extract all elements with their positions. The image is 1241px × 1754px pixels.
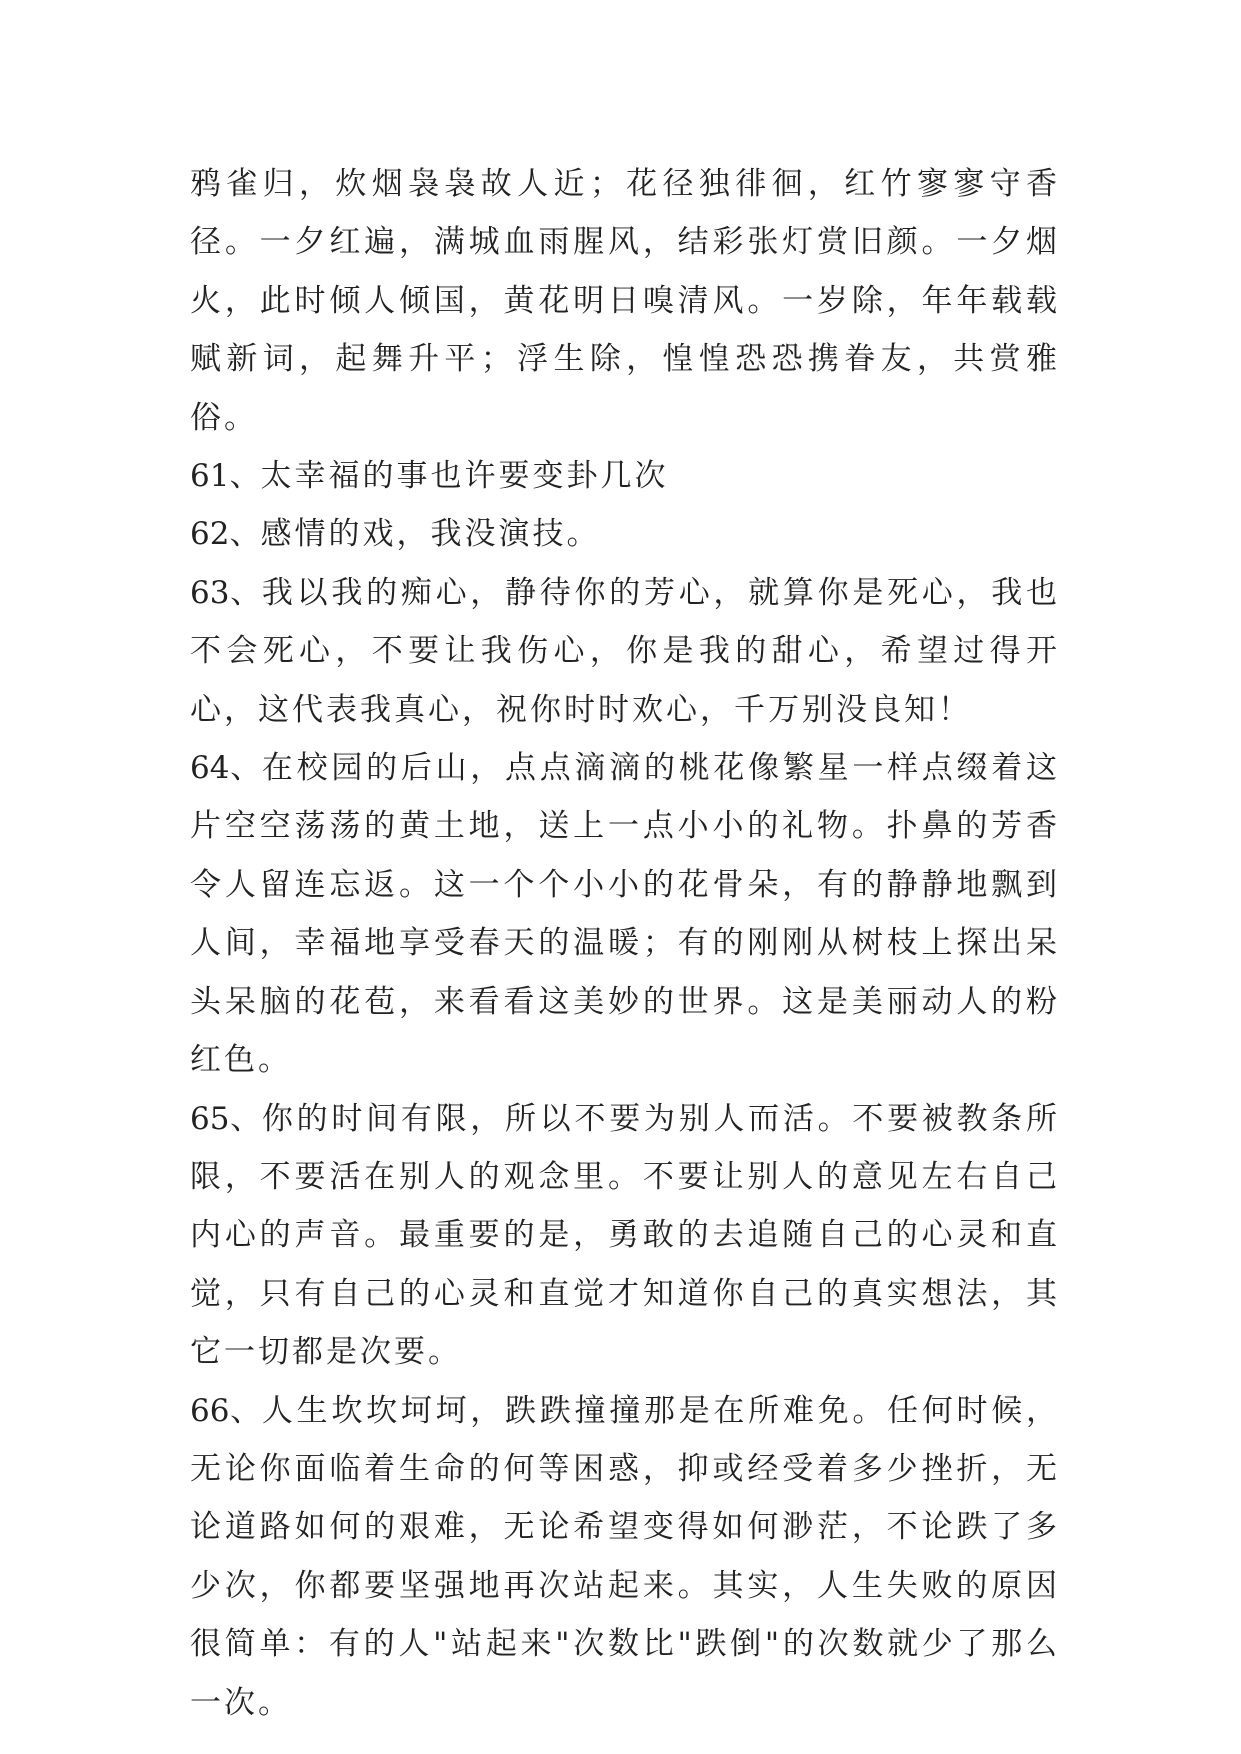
item-text: 我以我的痴心，静待你的芳心，就算你是死心，我也不会死心，不要让我伤心，你是我的甜心，希望过得开心，这代表我真心，祝你时时欢心，千万别没良知！ (190, 574, 1061, 728)
paragraph-text: 鸦雀归，炊烟袅袅故人近；花径独徘徊，红竹寥寥守香径。一夕红遍，满城血雨腥风，结彩张灯赏旧颜。一夕烟火，此时倾人倾国，黄花明日嗅清风。一岁除，年年载载赋新词，起舞升平；浮生除，惶惶恐恐携眷友，共赏雅俗。 (190, 166, 1060, 436)
item-text: 感情的戏，我没演技。 (260, 516, 601, 553)
item-text: 你的时间有限，所以不要为别人而活。不要被教条所限，不要活在别人的观念里。不要让别人的意见左右自己内心的声音。最重要的是，勇敢的去追随自己的心灵和直觉，只有自己的心灵和直觉才知道你自己的真实想法，其它一切都是次要。 (190, 1100, 1061, 1371)
item-number: 66、 (190, 1392, 262, 1429)
item-text: 在校园的后山，点点滴滴的桃花像繁星一样点缀着这片空空荡荡的黄土地，送上一点小小的礼物。扑鼻的芳香令人留连忘返。这一个个小小的花骨朵，有的静静地飘到人间，幸福地享受春天的温暖；有的刚刚从树枝上探出呆头呆脑的花苞，来看看这美妙的世界。这是美丽动人的粉红色。 (190, 750, 1061, 1079)
item-number: 64、 (190, 750, 262, 787)
list-item-62 (190, 505, 1060, 563)
list-item-63 (190, 564, 1060, 739)
item-number: 63、 (190, 574, 262, 611)
list-item-61 (190, 447, 1060, 505)
list-item-64 (190, 739, 1060, 1089)
item-number: 62、 (190, 516, 261, 553)
item-number: 65、 (190, 1100, 262, 1137)
document-body (190, 155, 1060, 1732)
item-text: 人生坎坎坷坷，跌跌撞撞那是在所难免。任何时候，无论你面临着生命的何等困惑，抑或经受着多少挫折，无论道路如何的艰难，无论希望变得如何渺茫，不论跌了多少次，你都要坚强地再次站起来。其实，人生失败的原因很简单：有的人"站起来"次数比"跌倒"的次数就少了那么一次。 (190, 1392, 1061, 1721)
list-item-66 (190, 1382, 1060, 1732)
paragraph-continued (190, 155, 1060, 447)
item-number: 61、 (190, 458, 261, 495)
item-text: 太幸福的事也许要变卦几次 (260, 458, 669, 495)
list-item-65 (190, 1090, 1060, 1382)
